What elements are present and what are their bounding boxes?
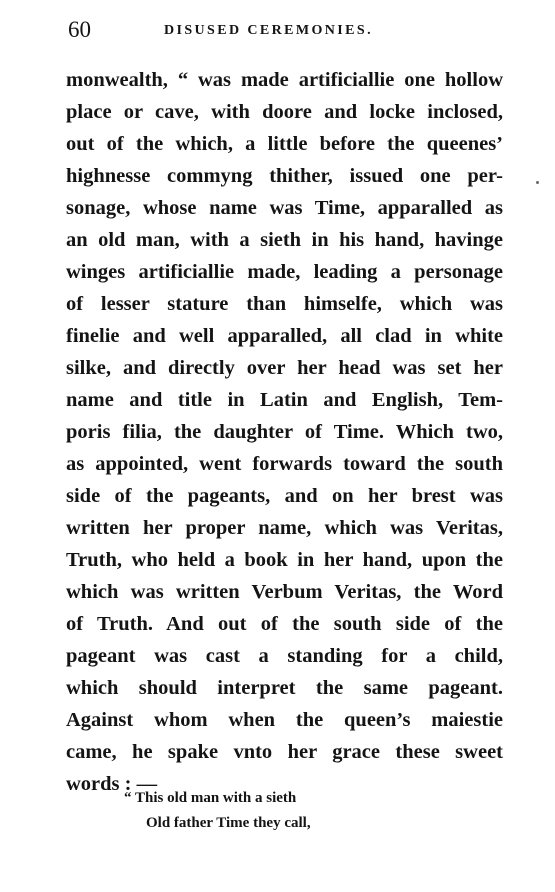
text-line: Against whom when the queen’s maiestie xyxy=(66,709,503,731)
text-line: silke, and directly over her head was set her xyxy=(66,357,503,379)
verse-line: “ This old man with a sieth xyxy=(124,790,297,806)
text-line: place or cave, with doore and locke inclosed, xyxy=(66,101,503,123)
text-line: pageant was cast a standing for a child, xyxy=(66,645,503,667)
text-line: sonage, whose name was Time, apparalled as xyxy=(66,197,503,219)
body-text xyxy=(66,64,503,800)
paper-speck xyxy=(536,181,539,184)
page-number: 60 xyxy=(68,17,91,42)
text-line: highnesse commyng thither, issued one per- xyxy=(66,165,503,187)
text-line: winges artificiallie made, leading a personage xyxy=(66,261,503,283)
text-line: poris filia, the daughter of Time. Which two, xyxy=(66,421,503,443)
text-line: words : — xyxy=(66,773,158,795)
text-line: Truth, who held a book in her hand, upon the xyxy=(66,549,503,571)
text-line: monwealth, “ was made artificiallie one hollow xyxy=(66,69,503,91)
text-line: written her proper name, which was Veritas, xyxy=(66,517,503,539)
text-line: out of the which, a little before the queenes’ xyxy=(66,133,503,155)
text-line: as appointed, went forwards toward the south xyxy=(66,453,503,475)
text-line: name and title in Latin and English, Tem- xyxy=(66,389,503,411)
text-line: of Truth. And out of the south side of the xyxy=(66,613,503,635)
text-line: of lesser stature than himselfe, which was xyxy=(66,293,503,315)
text-line: which was written Verbum Veritas, the Word xyxy=(66,581,503,603)
text-line: side of the pageants, and on her brest was xyxy=(66,485,503,507)
text-line: which should interpret the same pageant. xyxy=(66,677,503,699)
verse-quote xyxy=(124,786,454,836)
text-line: finelie and well apparalled, all clad in white xyxy=(66,325,503,347)
page-header xyxy=(68,16,503,44)
text-line: came, he spake vnto her grace these sweet xyxy=(66,741,503,763)
verse-line: Old father Time they call, xyxy=(146,815,311,831)
text-line: an old man, with a sieth in his hand, havinge xyxy=(66,229,503,251)
running-head: DISUSED CEREMONIES. xyxy=(164,23,373,38)
